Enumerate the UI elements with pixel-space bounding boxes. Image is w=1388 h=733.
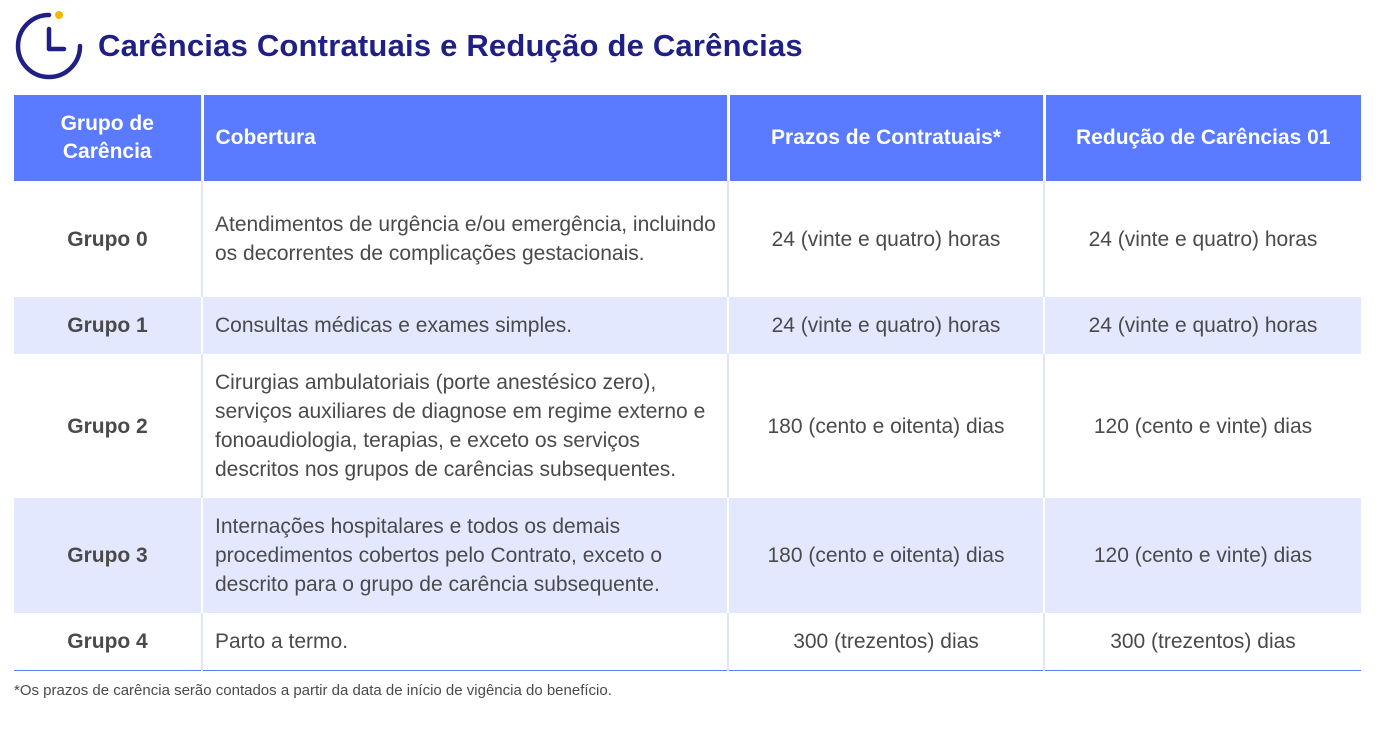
reduction-cell: 120 (cento e vinte) dias [1044, 498, 1361, 613]
waiting-periods-table [14, 95, 1361, 671]
table-row [14, 297, 1361, 354]
reduction-cell: 24 (vinte e quatro) horas [1044, 297, 1361, 354]
table-header-row [14, 95, 1361, 181]
reduction-cell: 300 (trezentos) dias [1044, 613, 1361, 671]
header-reduction: Redução de Carências 01 [1044, 95, 1361, 181]
contractual-cell: 180 (cento e oitenta) dias [728, 354, 1044, 498]
contractual-cell: 24 (vinte e quatro) horas [728, 181, 1044, 297]
coverage-cell: Cirurgias ambulatoriais (porte anestésico zero), serviços auxiliares de diagnose em regime externo e fonoaudiologia, terapias, e exceto os serviços descritos nos grupos de carências subsequentes. [202, 354, 728, 498]
contractual-cell: 300 (trezentos) dias [728, 613, 1044, 671]
table-row [14, 354, 1361, 498]
coverage-cell: Internações hospitalares e todos os demais procedimentos cobertos pelo Contrato, exceto o descrito para o grupo de carência subsequente. [202, 498, 728, 613]
reduction-cell: 120 (cento e vinte) dias [1044, 354, 1361, 498]
contractual-cell: 24 (vinte e quatro) horas [728, 297, 1044, 354]
table-row [14, 613, 1361, 671]
coverage-cell: Consultas médicas e exames simples. [202, 297, 728, 354]
group-cell: Grupo 4 [14, 613, 202, 671]
page-title: Carências Contratuais e Redução de Carências [98, 28, 803, 63]
footnote: *Os prazos de carência serão contados a partir da data de início de vigência do benefício. [14, 682, 612, 699]
header-coverage: Cobertura [202, 95, 728, 181]
clock-icon [12, 9, 86, 83]
reduction-cell: 24 (vinte e quatro) horas [1044, 181, 1361, 297]
header-contractual: Prazos de Contratuais* [728, 95, 1044, 181]
group-cell: Grupo 0 [14, 181, 202, 297]
table-row [14, 498, 1361, 613]
coverage-cell: Parto a termo. [202, 613, 728, 671]
group-cell: Grupo 1 [14, 297, 202, 354]
table-row [14, 181, 1361, 297]
contractual-cell: 180 (cento e oitenta) dias [728, 498, 1044, 613]
group-cell: Grupo 3 [14, 498, 202, 613]
coverage-cell: Atendimentos de urgência e/ou emergência, incluindo os decorrentes de complicações gestacionais. [202, 181, 728, 297]
header-group: Grupo de Carência [14, 95, 202, 181]
group-cell: Grupo 2 [14, 354, 202, 498]
page-header [12, 8, 803, 84]
